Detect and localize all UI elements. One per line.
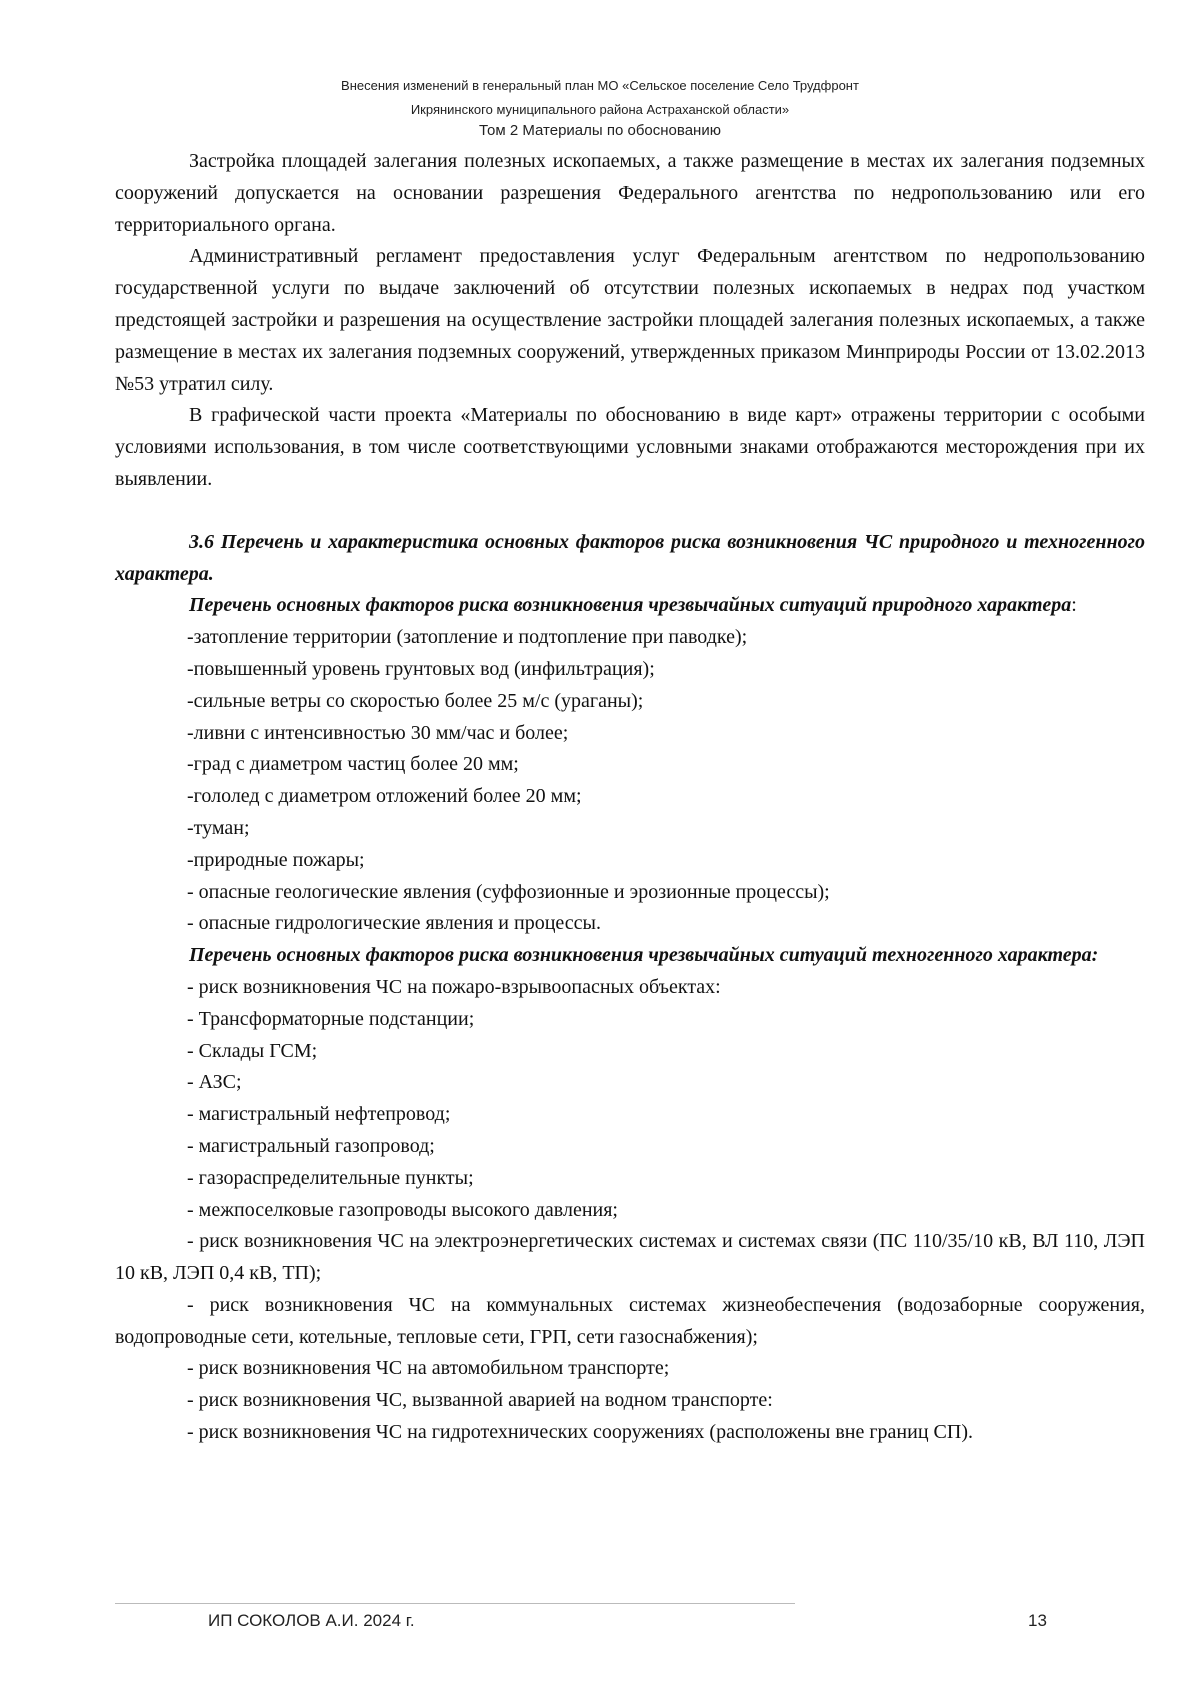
natural-risk-heading [115, 590, 1145, 622]
list-item: -сильные ветры со скоростью более 25 м/с (ураганы); [187, 689, 644, 712]
spacer [115, 496, 1145, 527]
paragraph-3: В графической части проекта «Материалы по обоснованию в виде карт» отражены территории с особыми условиями использования, в том числе соответствующими условными знаками отображаются месторождения при их выявлении. [115, 404, 1145, 490]
list-item: - межпоселковые газопроводы высокого давления; [187, 1198, 618, 1221]
list-item: - магистральный нефтепровод; [187, 1103, 451, 1126]
list-item: - риск возникновения ЧС на автомобильном транспорте; [187, 1357, 670, 1380]
list-item: - риск возникновения ЧС на электроэнергетических системах и системах связи (ПС 110/35/10 кВ, ВЛ 110, ЛЭП 10 кВ, ЛЭП 0,4 кВ, ТП); [115, 1230, 1145, 1285]
list-item: - риск возникновения ЧС на коммунальных системах жизнеобеспечения (водозаборные сооружения, водопроводные сети, котельные, тепловые сети, ГРП, сети газоснабжения); [115, 1293, 1145, 1348]
list-item: - Склады ГСМ; [187, 1039, 318, 1062]
technogenic-risk-heading: Перечень основных факторов риска возникновения чрезвычайных ситуаций техногенного характера: [189, 944, 1099, 967]
paragraph-1: Застройка площадей залегания полезных ископаемых, а также размещение в местах их залегания подземных сооружений допускается на основании разрешения Федерального агентства по недропользованию или его территориального органа. [115, 150, 1145, 236]
list-item: -затопление территории (затопление и подтопление при паводке); [187, 626, 748, 649]
list-item: - риск возникновения ЧС на гидротехнических сооружениях (расположены вне границ СП). [187, 1421, 973, 1444]
natural-risk-heading-text: Перечень основных факторов риска возникновения чрезвычайных ситуаций природного характера [189, 594, 1072, 617]
footer-divider [115, 1603, 795, 1604]
document-body [115, 146, 1145, 1449]
list-item: - газораспределительные пункты; [187, 1166, 474, 1189]
list-item: - риск возникновения ЧС, вызванной аварией на водном транспорте: [187, 1389, 773, 1412]
header-title-line-2: Икрянинского муниципального района Астраханской области» [410, 102, 790, 117]
header-volume: Том 2 Материалы по обоснованию [479, 122, 721, 139]
list-item: - опасные геологические явления (суффозионные и эрозионные процессы); [187, 880, 830, 903]
natural-risk-heading-colon: : [1071, 594, 1077, 617]
list-item: -ливни с интенсивностью 30 мм/час и более; [187, 721, 569, 744]
list-item: -природные пожары; [187, 848, 365, 871]
list-item: - опасные гидрологические явления и процессы. [187, 912, 601, 935]
list-item: - АЗС; [187, 1071, 242, 1094]
header-title-line-1: Внесения изменений в генеральный план МО «Сельское поселение Село Трудфронт [341, 78, 859, 93]
natural-risk-list [115, 622, 1145, 940]
list-item: -град с диаметром частиц более 20 мм; [187, 753, 519, 776]
footer-author: ИП СОКОЛОВ А.И. 2024 г. [208, 1611, 415, 1630]
list-item: - магистральный газопровод; [187, 1134, 435, 1157]
list-item: -повышенный уровень грунтовых вод (инфильтрация); [187, 657, 655, 680]
paragraph-2: Административный регламент предоставления услуг Федеральным агентством по недропользованию государственной услуги по выдаче заключений об отсутствии полезных ископаемых в недрах под участком предстоящей застройки и разрешения на осуществление застройки площадей залегания полезных ископаемых, а также размещение в местах их залегания подземных сооружений, утвержденных приказом Минприроды России от 13.02.2013 №53 утратил силу. [115, 245, 1145, 395]
list-item: - риск возникновения ЧС на пожаро-взрывоопасных объектах: [187, 975, 721, 998]
technogenic-risk-list [115, 972, 1145, 1449]
list-item: -гололед с диаметром отложений более 20 мм; [187, 785, 582, 808]
list-item: - Трансформаторные подстанции; [187, 1007, 475, 1030]
page-number: 13 [1028, 1611, 1047, 1630]
list-item: -туман; [187, 816, 250, 839]
section-title: 3.6 Перечень и характеристика основных факторов риска возникновения ЧС природного и техногенного характера. [115, 530, 1145, 585]
